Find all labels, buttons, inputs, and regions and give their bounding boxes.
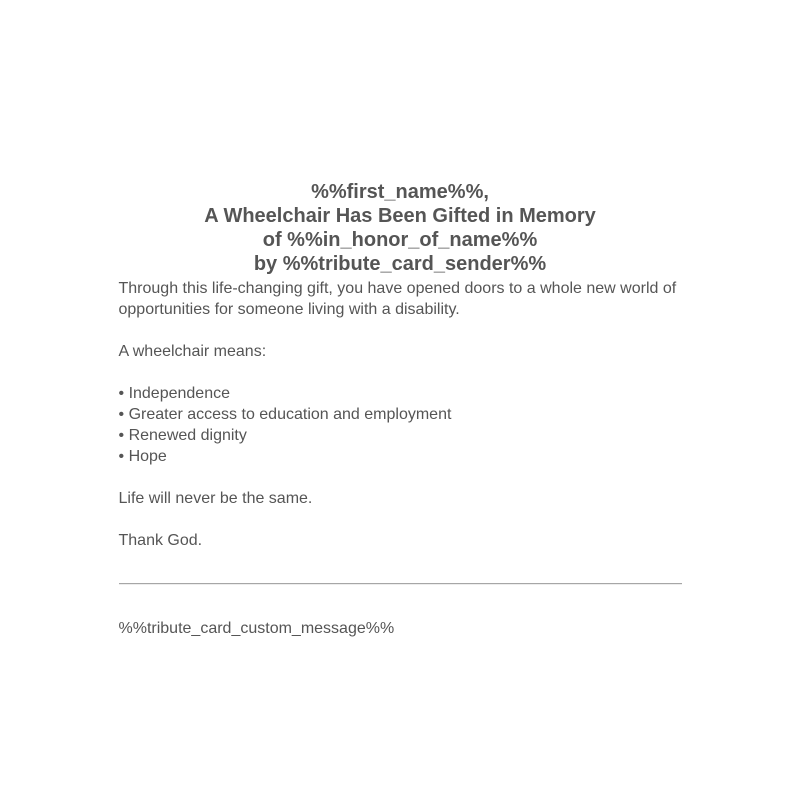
closing-line: Life will never be the same. [118,490,313,507]
bullet-marker: • [118,427,125,444]
bullet-text: Renewed dignity [128,427,247,444]
intro-paragraph: Through this life-changing gift, you have opened doors to a whole new world of opportunities for someone living with a disability. [118,280,677,318]
bullet-list [119,383,682,467]
bullet-text: Greater access to education and employment [128,406,452,423]
list-intro-line: A wheelchair means: [118,343,267,360]
heading-line-first-name: %%first_name%%, [311,181,489,203]
heading-line-gift-title: A Wheelchair Has Been Gifted in Memory [204,205,596,227]
divider-line [119,583,682,585]
bullet-item [119,446,682,467]
bullet-item [119,383,682,404]
signoff-line: Thank God. [118,532,203,549]
bullet-marker: • [118,385,125,402]
bullet-marker: • [118,406,125,423]
bullet-text: Independence [128,385,230,402]
custom-message-placeholder: %%tribute_card_custom_message%% [118,620,395,637]
bullet-marker: • [118,448,125,465]
bullet-item [119,404,682,425]
bullet-text: Hope [128,448,167,465]
email-body [119,0,682,639]
heading-line-in-honor-of: of %%in_honor_of_name%% [262,229,538,251]
tribute-card-heading [119,180,682,276]
heading-line-sender: by %%tribute_card_sender%% [253,253,547,275]
bullet-item [119,425,682,446]
